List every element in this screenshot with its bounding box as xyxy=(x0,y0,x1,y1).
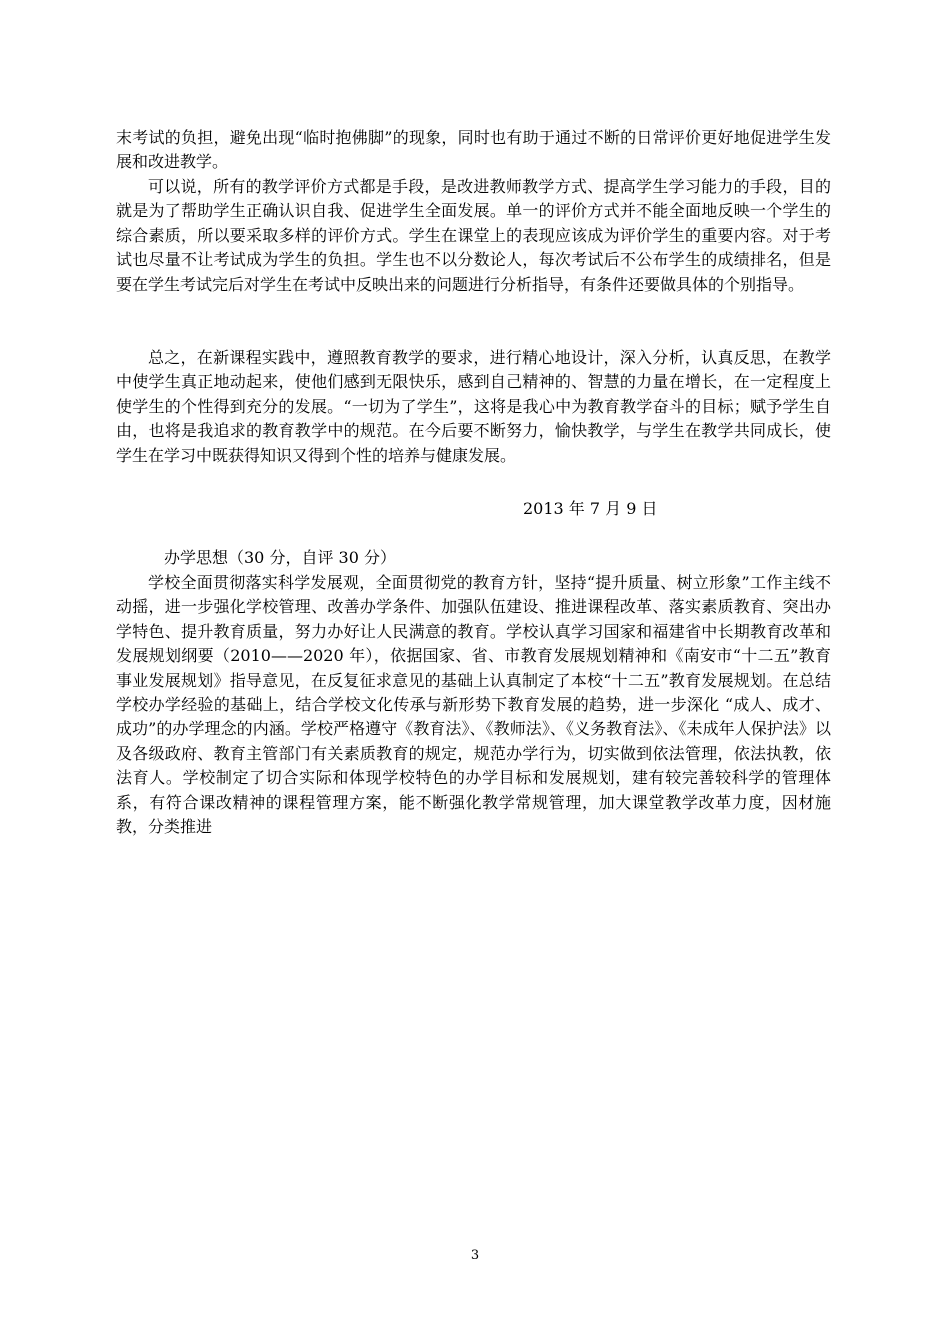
section-heading: 办学思想（30 分，自评 30 分） xyxy=(164,548,396,567)
document-date: 2013 年 7 月 9 日 xyxy=(523,499,658,518)
paragraph-school-philosophy: 学校全面贯彻落实科学发展观，全面贯彻党的教育方针，坚持“提升质量、树立形象”工作主线不动摇，进一步强化学校管理、改善办学条件、加强队伍建设、推进课程改革、落实素质教育、突出办学特色、提升教育质量，努力办好让人民满意的教育。学校认真学习国家和福建省中长期教育改革和发展规划纲要（2010——2020 年），依据国家、省、市教育发展规划精神和《南安市“十二五”教育事业发展规划》指导意见，在反复征求意见的基础上认真制定了本校“十二五”教育发展规划。在总结学校办学经验的基础上，结合学校文化传承与新形势下教育发展的趋势，进一步深化 “成人、成才、成功”的办学理念的内涵。学校严格遵守《教育法》、《教师法》、《义务教育法》、《未成年人保护法》以及各级政府、教育主管部门有关素质教育的规定，规范办学行为，切实做到依法管理，依法执教，依法育人。学校制定了切合实际和体现学校特色的办学目标和发展规划，建有较完善较科学的管理体系，有符合课改精神的课程管理方案，能不断强化教学常规管理，加大课堂教学改革力度，因材施教，分类推进 xyxy=(116,573,831,837)
page-number: 3 xyxy=(470,1248,480,1263)
paragraph-exam-burden: 末考试的负担，避免出现“临时抱佛脚”的现象，同时也有助于通过不断的日常评价更好地促进学生发展和改进教学。 xyxy=(116,128,831,172)
paragraph-conclusion: 总之，在新课程实践中，遵照教育教学的要求，进行精心地设计，深入分析，认真反思，在教学中使学生真正地动起来，使他们感到无限快乐，感到自己精神的、智慧的力量在增长，在一定程度上使学生的个性得到充分的发展。“一切为了学生”，这将是我心中为教育教学奋斗的目标；赋予学生自由，也将是我追求的教育教学中的规范。在今后要不断努力，愉快教学，与学生在教学共同成长，使学生在学习中既获得知识又得到个性的培养与健康发展。 xyxy=(116,348,831,465)
paragraph-evaluation-methods: 可以说，所有的教学评价方式都是手段，是改进教师教学方式、提高学生学习能力的手段，目的就是为了帮助学生正确认识自我、促进学生全面发展。单一的评价方式并不能全面地反映一个学生的综合素质，所以要采取多样的评价方式。学生在课堂上的表现应该成为评价学生的重要内容。对于考试也尽量不让考试成为学生的负担。学生也不以分数论人，每次考试后不公布学生的成绩排名，但是要在学生考试完后对学生在考试中反映出来的问题进行分析指导，有条件还要做具体的个别指导。 xyxy=(116,177,831,294)
